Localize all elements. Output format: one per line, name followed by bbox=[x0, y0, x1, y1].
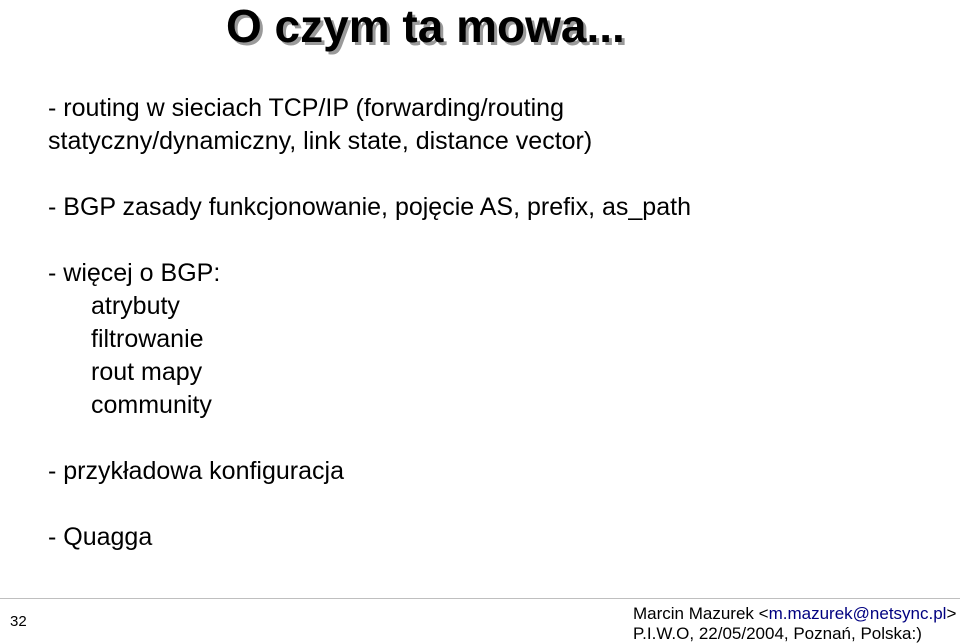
bullet-bgp-basics: - BGP zasady funkcjonowanie, pojęcie AS, prefix, as_path bbox=[48, 193, 691, 221]
spacer bbox=[48, 488, 948, 521]
sub-item-community: community bbox=[91, 391, 212, 419]
bullet-routing-line1: - routing w sieciach TCP/IP (forwarding/routing bbox=[48, 94, 564, 122]
footer-divider bbox=[0, 598, 960, 599]
footer-author bbox=[633, 604, 956, 624]
slide-title: O czym ta mowa... bbox=[226, 0, 625, 52]
author-email-link[interactable]: m.mazurek@netsync.pl bbox=[768, 604, 947, 623]
sub-item-atrybuty: atrybuty bbox=[91, 292, 180, 320]
slide-content bbox=[48, 92, 948, 554]
email-close-bracket: > bbox=[946, 604, 957, 623]
footer-event: P.I.W.O, 22/05/2004, Poznań, Polska:) bbox=[633, 624, 922, 643]
page-number: 32 bbox=[10, 613, 27, 630]
spacer bbox=[48, 422, 948, 455]
spacer bbox=[48, 158, 948, 191]
sub-item-rout-mapy: rout mapy bbox=[91, 358, 203, 386]
bullet-quagga: - Quagga bbox=[48, 523, 153, 551]
email-open-bracket: < bbox=[758, 604, 769, 623]
bullet-example-config: - przykładowa konfiguracja bbox=[48, 457, 344, 485]
sub-item-filtrowanie: filtrowanie bbox=[91, 325, 204, 353]
bullet-more-bgp: - więcej o BGP: bbox=[48, 259, 221, 287]
bullet-routing-line2: statyczny/dynamiczny, link state, distance vector) bbox=[48, 127, 593, 155]
author-name: Marcin Mazurek bbox=[633, 604, 754, 623]
spacer bbox=[48, 224, 948, 257]
